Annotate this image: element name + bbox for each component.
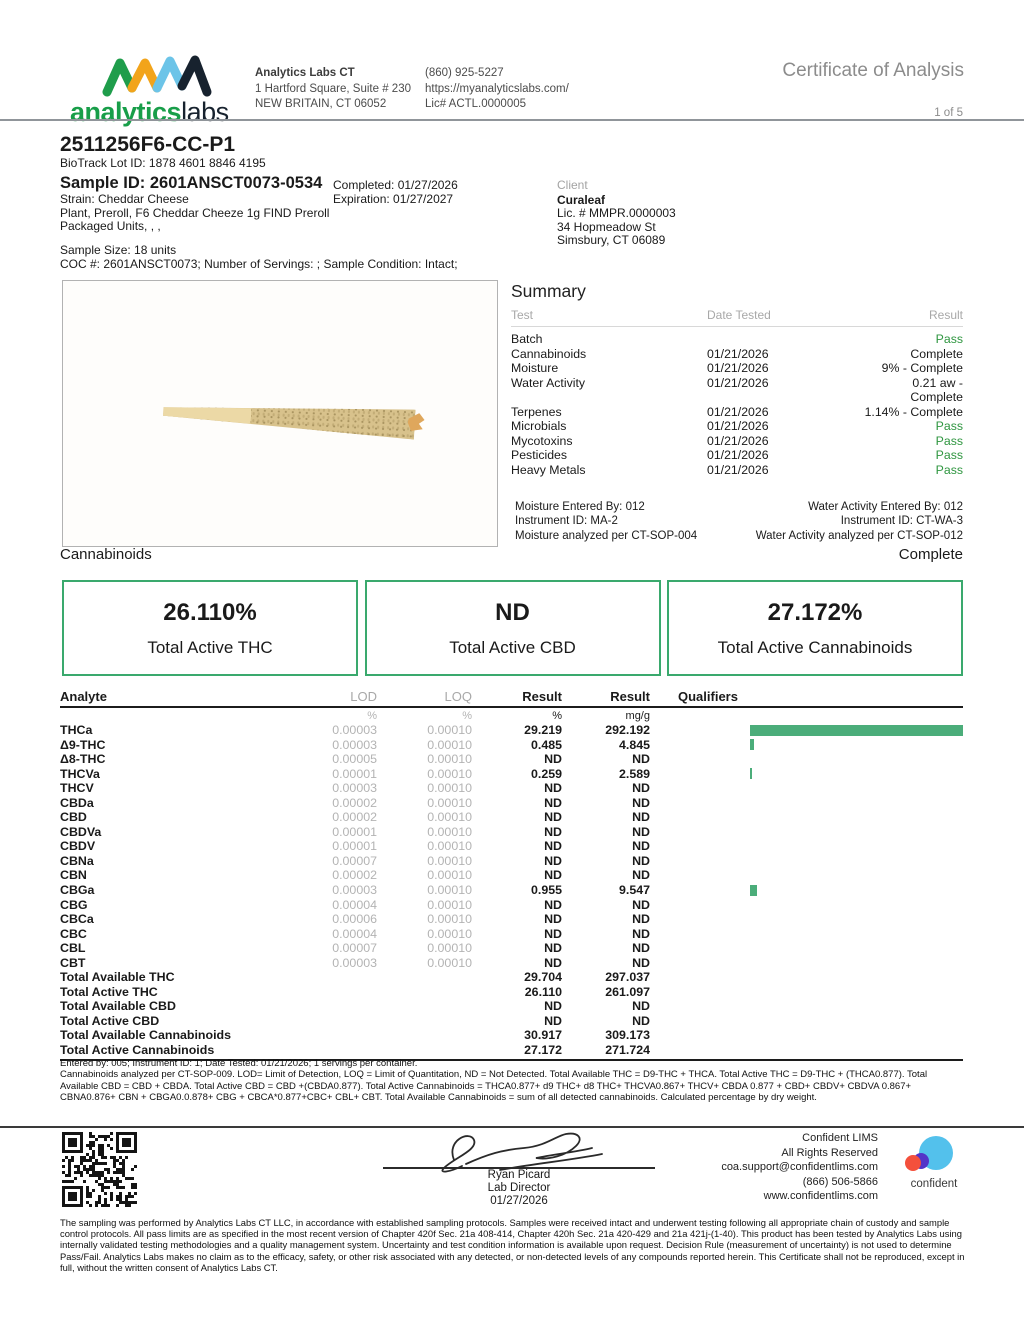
analyte-name: CBNa — [60, 853, 94, 868]
highlight-box — [365, 580, 661, 676]
preroll-image — [162, 396, 415, 439]
total-row — [60, 970, 963, 985]
analyte-loq: 0.00010 — [427, 868, 472, 883]
summary-test: Moisture — [511, 361, 559, 375]
signer-name: Ryan Picard — [487, 1169, 551, 1181]
analyte-lod: 0.00002 — [332, 868, 377, 883]
result-bar — [750, 739, 754, 750]
total-result-pct: 26.110 — [524, 984, 562, 999]
summary-rows — [511, 327, 963, 477]
total-result-pct: 27.172 — [524, 1043, 562, 1058]
analyte-result-mgg: 292.192 — [605, 723, 650, 737]
moisture-info-line: Moisture analyzed per CT-SOP-004 — [515, 529, 698, 542]
summary-test: Terpenes — [511, 404, 562, 419]
analyte-loq: 0.00010 — [427, 766, 472, 781]
client-address1: 34 Hopmeadow St — [557, 219, 656, 234]
analyte-result-mgg: ND — [632, 839, 650, 854]
analyte-result-pct: 0.485 — [530, 737, 562, 752]
total-result-pct: ND — [544, 999, 562, 1014]
col-analyte: Analyte — [60, 689, 107, 704]
total-label: Total Available Cannabinoids — [60, 1028, 231, 1043]
cannabinoid-notes — [60, 1058, 965, 1103]
analyte-loq: 0.00010 — [427, 839, 472, 854]
lims-phone: (866) 506-5866 — [802, 1175, 878, 1188]
summary-date: 01/21/2026 — [707, 375, 769, 390]
signature-block — [383, 1128, 655, 1208]
analyte-lod: 0.00007 — [332, 941, 377, 956]
signer-title: Lab Director — [487, 1182, 551, 1194]
col-result-pct: Result — [522, 689, 562, 704]
analyte-name: THCa — [60, 723, 93, 737]
confident-logo-orange-circle — [905, 1155, 921, 1171]
analytics-labs-logo — [70, 50, 255, 126]
analyte-name: CBDVa — [60, 824, 102, 839]
summary-row — [511, 448, 963, 463]
summary-col-date: Date Tested — [707, 308, 771, 322]
analyte-row — [60, 767, 963, 782]
total-row — [60, 1028, 963, 1043]
lab-license: Lic# ACTL.0000005 — [425, 98, 527, 110]
notes-body: Cannabinoids analyzed per CT-SOP-009. LOD= Limit of Detection, LOQ = Limit of Quantitation, ND = Not Detected. Total Available THC = D9-THC + THCA. Total Active THC = D9-THC + (THCA0.877). Total Available CBD = CBD + CBDA. Total Active CBD = CBD +(CBDA0.877). Total Active Cannabinoids = THCA0.877+ d9 THC+ d8 THC+ THCVA0.867+ THCV+ CBDA 0.877 + CBD+ CBDV+ CBDVA 0.867+ CBNA0.876+ CBN + CBGA0.0.878+ CBG + CBCA*0.877+CBC+ CBL+ CBT. Total Available Cannabinoids = sum of all detected cannabinoids. Calculated percentage by dry weight. — [60, 1069, 928, 1103]
analyte-header-row — [60, 689, 963, 708]
brand-wordmark — [70, 98, 255, 126]
analyte-name: THCV — [60, 781, 94, 796]
highlight-label: Total Active THC — [147, 637, 273, 657]
analyte-lod: 0.00003 — [332, 781, 377, 796]
unit-result-pct: % — [552, 710, 562, 722]
analyte-result-pct: ND — [544, 926, 562, 941]
water-activity-info-line: Instrument ID: CT-WA-3 — [840, 515, 963, 528]
summary-result: Pass — [935, 419, 963, 433]
totals-rows — [60, 970, 963, 1057]
highlight-value: 26.110% — [163, 598, 257, 626]
brand-word-primary: analytics — [70, 97, 182, 127]
analyte-row — [60, 956, 963, 971]
analyte-name: CBDa — [60, 795, 94, 810]
confident-logo-text: confident — [910, 1178, 958, 1190]
cannabinoids-title: Cannabinoids — [60, 546, 152, 563]
analyte-loq: 0.00010 — [427, 752, 472, 767]
analyte-row — [60, 883, 963, 898]
analyte-result-pct: ND — [544, 868, 562, 883]
analyte-result-mgg: 9.547 — [618, 883, 650, 898]
analyte-loq: 0.00010 — [427, 810, 472, 825]
summary-row — [511, 419, 963, 434]
sample-size: Sample Size: 18 units — [60, 243, 177, 258]
units-row — [60, 708, 963, 723]
client-name: Curaleaf — [557, 193, 606, 208]
lims-email: coa.support@confidentlims.com — [721, 1161, 878, 1174]
analyte-lod: 0.00001 — [332, 839, 377, 854]
analyte-result-pct: ND — [544, 824, 562, 839]
col-loq: LOQ — [444, 689, 472, 704]
analyte-name: CBL — [60, 941, 86, 956]
total-label: Total Active CBD — [60, 1013, 160, 1028]
header-divider — [0, 119, 1024, 121]
client-block — [557, 179, 676, 247]
page-indicator: 1 of 5 — [934, 107, 963, 119]
expiration-date: Expiration: 01/27/2027 — [333, 191, 454, 206]
result-bar — [750, 768, 752, 779]
summary-result: Pass — [935, 332, 963, 346]
biotrack-lot: BioTrack Lot ID: 1878 4601 8846 4195 — [60, 156, 266, 170]
sample-info-block — [60, 133, 550, 272]
analyte-result-mgg: 4.845 — [618, 737, 650, 752]
water-activity-info-line: Water Activity Entered By: 012 — [808, 501, 963, 513]
analyte-lod: 0.00003 — [332, 883, 377, 898]
analyte-name: CBT — [60, 955, 86, 970]
summary-test: Pesticides — [511, 448, 568, 462]
analyte-lod: 0.00001 — [332, 766, 377, 781]
analyte-result-pct: ND — [544, 955, 562, 970]
analyte-result-mgg: ND — [632, 955, 650, 970]
lims-website: www.confidentlims.com — [763, 1190, 878, 1203]
summary-test: Microbials — [511, 419, 567, 433]
analyte-lod: 0.00004 — [332, 897, 377, 912]
analyte-row — [60, 752, 963, 767]
analyte-loq: 0.00010 — [427, 926, 472, 941]
client-address2: Simsbury, CT 06089 — [557, 232, 666, 247]
summary-result: 0.21 aw - Complete — [910, 375, 963, 404]
analyte-result-pct: ND — [544, 795, 562, 810]
analyte-result-pct: ND — [544, 781, 562, 796]
analyte-loq: 0.00010 — [427, 737, 472, 752]
coc-line: COC #: 2601ANSCT0073; Number of Servings: ; Sample Condition: Intact; — [60, 256, 458, 271]
analyte-name: CBDV — [60, 839, 96, 854]
summary-test: Mycotoxins — [511, 433, 573, 448]
analyte-row — [60, 912, 963, 927]
analyte-lod: 0.00007 — [332, 853, 377, 868]
total-result-mgg: ND — [632, 999, 650, 1014]
col-qualifiers: Qualifiers — [678, 689, 738, 704]
total-result-pct: 29.704 — [524, 970, 562, 985]
col-lod: LOD — [350, 689, 377, 704]
summary-row — [511, 376, 963, 405]
total-result-mgg: 271.724 — [605, 1043, 650, 1058]
unit-lod: % — [367, 710, 377, 722]
summary-date: 01/21/2026 — [707, 404, 769, 419]
batch-title: 2511256F6-CC-P1 — [60, 133, 236, 156]
analyte-lod: 0.00003 — [332, 723, 377, 737]
analyte-result-mgg: ND — [632, 810, 650, 825]
summary-row — [511, 463, 963, 478]
cannabinoids-status: Complete — [898, 546, 963, 563]
summary-col-test: Test — [511, 308, 534, 322]
analyte-loq: 0.00010 — [427, 781, 472, 796]
analyte-name: CBD — [60, 810, 87, 825]
analyte-loq: 0.00010 — [427, 795, 472, 810]
analyte-loq: 0.00010 — [427, 912, 472, 927]
analyte-name: Δ9-THC — [60, 737, 106, 752]
summary-col-result: Result — [928, 308, 963, 322]
analyte-result-mgg: ND — [632, 752, 650, 767]
summary-date: 01/21/2026 — [707, 462, 769, 477]
lab-contact-block — [425, 66, 569, 113]
analyte-name: CBGa — [60, 883, 95, 898]
total-result-mgg: 309.173 — [605, 1028, 650, 1043]
summary-row — [511, 405, 963, 420]
analyte-row — [60, 941, 963, 956]
analyte-name: CBG — [60, 897, 88, 912]
analyte-name: CBN — [60, 868, 87, 883]
summary-row — [511, 347, 963, 362]
summary-date: 01/21/2026 — [707, 346, 769, 361]
logo-zigzag-icon — [100, 50, 216, 98]
analyte-result-pct: ND — [544, 839, 562, 854]
analyte-row — [60, 781, 963, 796]
analyte-row — [60, 868, 963, 883]
notes-entered-by: Entered by: 005; Instrument ID: 1; Date Tested: 01/21/2026; 1 servings per container. — [60, 1058, 418, 1069]
analyte-result-mgg: ND — [632, 941, 650, 956]
total-result-pct: ND — [544, 1013, 562, 1028]
analyte-name: THCVa — [60, 766, 100, 781]
analyte-lod: 0.00002 — [332, 810, 377, 825]
lab-address-block — [255, 66, 411, 113]
sample-photo — [62, 280, 498, 547]
summary-title: Summary — [511, 281, 586, 301]
analyte-row — [60, 825, 963, 840]
total-label: Total Available CBD — [60, 999, 176, 1014]
analyte-result-pct: ND — [544, 752, 562, 767]
total-label: Total Available THC — [60, 970, 175, 985]
strain: Strain: Cheddar Cheese — [60, 191, 189, 206]
lab-address-line2: NEW BRITAIN, CT 06052 — [255, 98, 387, 110]
analyte-row — [60, 927, 963, 942]
unit-loq: % — [462, 710, 472, 722]
analyte-lod: 0.00006 — [332, 912, 377, 927]
total-result-mgg: 261.097 — [605, 984, 650, 999]
summary-test: Water Activity — [511, 375, 586, 390]
summary-date: 01/21/2026 — [707, 433, 769, 448]
summary-result: Pass — [935, 448, 963, 462]
lab-address-line1: 1 Hartford Square, Suite # 230 — [255, 82, 411, 95]
analyte-result-pct: ND — [544, 897, 562, 912]
qr-code — [62, 1132, 137, 1207]
unit-result-mgg: mg/g — [625, 710, 650, 722]
summary-test: Heavy Metals — [511, 462, 586, 477]
summary-row — [511, 434, 963, 449]
summary-result: 9% - Complete — [881, 361, 963, 375]
summary-result: Pass — [935, 462, 963, 477]
analyte-result-mgg: ND — [632, 824, 650, 839]
summary-row — [511, 361, 963, 376]
total-result-pct: 30.917 — [524, 1028, 562, 1043]
total-row — [60, 1043, 963, 1058]
analyte-loq: 0.00010 — [427, 853, 472, 868]
analyte-row — [60, 723, 963, 738]
analyte-row — [60, 810, 963, 825]
client-label: Client — [557, 178, 588, 192]
analyte-result-pct: ND — [544, 810, 562, 825]
summary-test: Batch — [511, 332, 543, 346]
lims-block — [721, 1131, 878, 1204]
analyte-table — [60, 689, 963, 1061]
analyte-result-mgg: 2.589 — [618, 766, 650, 781]
analyte-row — [60, 738, 963, 753]
analyte-result-mgg: ND — [632, 868, 650, 883]
analyte-name: CBC — [60, 926, 87, 941]
product-description: Plant, Preroll, F6 Cheddar Cheeze 1g FIND Preroll — [60, 205, 330, 220]
analyte-result-mgg: ND — [632, 853, 650, 868]
highlight-box — [62, 580, 358, 676]
brand-word-secondary: labs — [181, 97, 229, 127]
lab-phone: (860) 925-5227 — [425, 67, 504, 79]
analyte-loq: 0.00010 — [427, 723, 472, 737]
lab-name: Analytics Labs CT — [255, 67, 355, 79]
analyte-row — [60, 796, 963, 811]
analyte-row — [60, 854, 963, 869]
analyte-loq: 0.00010 — [427, 824, 472, 839]
analyte-result-pct: ND — [544, 853, 562, 868]
analyte-name: Δ8-THC — [60, 752, 106, 767]
analyte-rows — [60, 723, 963, 970]
highlight-label: Total Active CBD — [449, 637, 576, 657]
client-license: Lic. # MMPR.0000003 — [557, 206, 676, 221]
summary-result: 1.14% - Complete — [864, 404, 963, 419]
summary-result: Pass — [935, 433, 963, 448]
analyte-lod: 0.00002 — [332, 795, 377, 810]
lims-name: Confident LIMS — [802, 1132, 878, 1144]
summary-date: 01/21/2026 — [707, 448, 769, 462]
highlight-boxes — [62, 580, 963, 676]
analyte-result-pct: 0.955 — [530, 883, 562, 898]
packaged-units: Packaged Units, , , — [60, 219, 161, 234]
moisture-info-line: Instrument ID: MA-2 — [515, 515, 618, 528]
document-title: Certificate of Analysis — [782, 60, 964, 81]
total-row — [60, 999, 963, 1014]
summary-section — [511, 281, 963, 477]
analyte-lod: 0.00005 — [332, 752, 377, 767]
water-activity-info-line: Water Activity analyzed per CT-SOP-012 — [755, 529, 963, 542]
lab-website: https://myanalyticslabs.com/ — [425, 82, 569, 95]
summary-date — [707, 332, 857, 347]
analyte-loq: 0.00010 — [427, 883, 472, 898]
summary-date: 01/21/2026 — [707, 361, 769, 375]
analyte-result-mgg: ND — [632, 912, 650, 927]
lims-rights: All Rights Reserved — [781, 1146, 878, 1159]
total-row — [60, 985, 963, 1000]
water-activity-info — [756, 500, 963, 543]
analyte-result-mgg: ND — [632, 926, 650, 941]
signature-date: 01/27/2026 — [490, 1195, 548, 1207]
total-label: Total Active Cannabinoids — [60, 1043, 215, 1058]
disclaimer-text: The sampling was performed by Analytics Labs CT LLC, in accordance with established sampling protocols. Samples were received intact and underwent testing following all appropriate chain of custody and sample control protocols. All pass limits are as specified in the most recent version of Chapter 420f Sec. 21a 408-414, Chapter 420h Sec. 21a 420-429 and 21a 421j-(1-40). This product has been tested by Analytics Labs using internally validated testing methodologies and a quality management system. Uncertainty and test condition information is available upon request. Decision Rule (measurement of uncertainty) is not used to determine Pass/Fail. Analytics Labs makes no claim as to the efficacy, safety, or other risk associated with any detected, or non-detected levels of any compounds reported herein. This Certificate shall not be reproduced, except in full, without the written consent of Analytics Labs CT. — [60, 1217, 965, 1273]
summary-row — [511, 332, 963, 347]
analyte-result-mgg: ND — [632, 781, 650, 796]
summary-header-row — [511, 301, 963, 327]
highlight-label: Total Active Cannabinoids — [717, 637, 913, 657]
confident-logo — [903, 1136, 965, 1198]
analyte-loq: 0.00010 — [427, 897, 472, 912]
analyte-result-mgg: ND — [632, 897, 650, 912]
analyte-loq: 0.00010 — [427, 941, 472, 956]
analyte-loq: 0.00010 — [427, 955, 472, 970]
analyte-result-pct: ND — [544, 941, 562, 956]
total-label: Total Active THC — [60, 984, 158, 999]
analyte-result-pct: ND — [544, 912, 562, 927]
highlight-box — [667, 580, 963, 676]
result-bar — [750, 725, 963, 736]
analyte-result-pct: 0.259 — [530, 766, 562, 781]
analyte-lod: 0.00003 — [332, 955, 377, 970]
analyte-row — [60, 839, 963, 854]
analyte-row — [60, 898, 963, 913]
total-result-mgg: ND — [632, 1013, 650, 1028]
sample-id: Sample ID: 2601ANSCT0073-0534 — [60, 173, 323, 192]
analyte-lod: 0.00004 — [332, 926, 377, 941]
summary-test: Cannabinoids — [511, 346, 587, 361]
summary-date: 01/21/2026 — [707, 419, 769, 433]
analyte-name: CBCa — [60, 912, 94, 927]
completed-date: Completed: 01/27/2026 — [333, 177, 458, 192]
result-bar — [750, 885, 757, 896]
highlight-value: 27.172% — [767, 598, 863, 626]
total-row — [60, 1014, 963, 1029]
moisture-info — [515, 500, 697, 543]
analyte-lod: 0.00001 — [332, 824, 377, 839]
moisture-info-line: Moisture Entered By: 012 — [515, 501, 645, 513]
col-result-mgg: Result — [610, 689, 650, 704]
analyte-result-mgg: ND — [632, 795, 650, 810]
highlight-value: ND — [495, 598, 530, 626]
analyte-result-pct: 29.219 — [524, 723, 562, 737]
cannabinoids-heading-row — [60, 546, 963, 563]
analyte-lod: 0.00003 — [332, 737, 377, 752]
total-result-mgg: 297.037 — [605, 970, 650, 985]
summary-result: Complete — [910, 346, 963, 361]
